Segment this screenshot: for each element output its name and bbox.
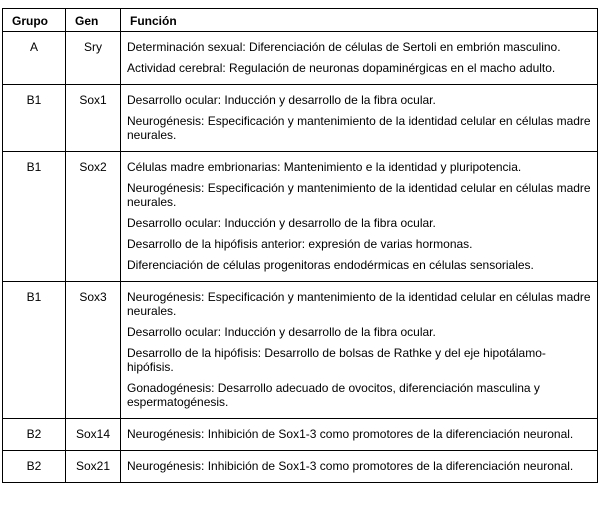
table-row [3, 419, 598, 451]
cell-funcion [121, 419, 598, 451]
cell-gen: Sox3 [66, 282, 121, 419]
funcion-entry: Neurogénesis: Especificación y mantenimiento de la identidad celular en células madre neurales. [127, 181, 591, 209]
table-body [3, 32, 598, 483]
header-gen: Gen [66, 9, 121, 32]
sox-genes-table [2, 8, 598, 483]
table-header [3, 9, 598, 32]
header-grupo: Grupo [3, 9, 66, 32]
cell-grupo: B1 [3, 152, 66, 282]
funcion-entry: Neurogénesis: Especificación y mantenimiento de la identidad celular en células madre neurales. [127, 290, 591, 318]
cell-funcion [121, 32, 598, 85]
cell-funcion [121, 152, 598, 282]
table-row [3, 32, 598, 85]
cell-gen: Sox1 [66, 85, 121, 152]
cell-gen: Sox21 [66, 451, 121, 483]
funcion-entry: Células madre embrionarias: Mantenimiento e la identidad y pluripotencia. [127, 160, 522, 174]
table-row [3, 451, 598, 483]
table-row [3, 152, 598, 282]
table-row [3, 282, 598, 419]
cell-grupo: B1 [3, 85, 66, 152]
funcion-entry: Desarrollo de la hipófisis anterior: expresión de varias hormonas. [127, 237, 473, 251]
funcion-entry: Gonadogénesis: Desarrollo adecuado de ovocitos, diferenciación masculina y espermatogénesis. [127, 381, 540, 409]
funcion-entry: Neurogénesis: Inhibición de Sox1-3 como promotores de la diferenciación neuronal. [127, 427, 574, 441]
funcion-entry: Actividad cerebral: Regulación de neuronas dopaminérgicas en el macho adulto. [127, 61, 556, 75]
cell-grupo: B2 [3, 419, 66, 451]
funcion-entry: Diferenciación de células progenitoras endodérmicas en células sensoriales. [127, 258, 534, 272]
cell-gen: Sox2 [66, 152, 121, 282]
funcion-entry: Determinación sexual: Diferenciación de células de Sertoli en embrión masculino. [127, 40, 561, 54]
cell-grupo: B2 [3, 451, 66, 483]
funcion-entry: Desarrollo ocular: Inducción y desarrollo de la fibra ocular. [127, 216, 436, 230]
funcion-entry: Desarrollo ocular: Inducción y desarrollo de la fibra ocular. [127, 93, 436, 107]
header-funcion: Función [121, 9, 598, 32]
cell-gen: Sry [66, 32, 121, 85]
cell-grupo: B1 [3, 282, 66, 419]
header-row [3, 9, 598, 32]
cell-funcion [121, 451, 598, 483]
funcion-entry: Neurogénesis: Especificación y mantenimiento de la identidad celular en células madre neurales. [127, 114, 591, 142]
cell-funcion [121, 282, 598, 419]
cell-grupo: A [3, 32, 66, 85]
cell-gen: Sox14 [66, 419, 121, 451]
table-row [3, 85, 598, 152]
funcion-entry: Desarrollo de la hipófisis: Desarrollo de bolsas de Rathke y del eje hipotálamo-hipófisis. [127, 346, 546, 374]
cell-funcion [121, 85, 598, 152]
funcion-entry: Desarrollo ocular: Inducción y desarrollo de la fibra ocular. [127, 325, 436, 339]
funcion-entry: Neurogénesis: Inhibición de Sox1-3 como promotores de la diferenciación neuronal. [127, 459, 574, 473]
